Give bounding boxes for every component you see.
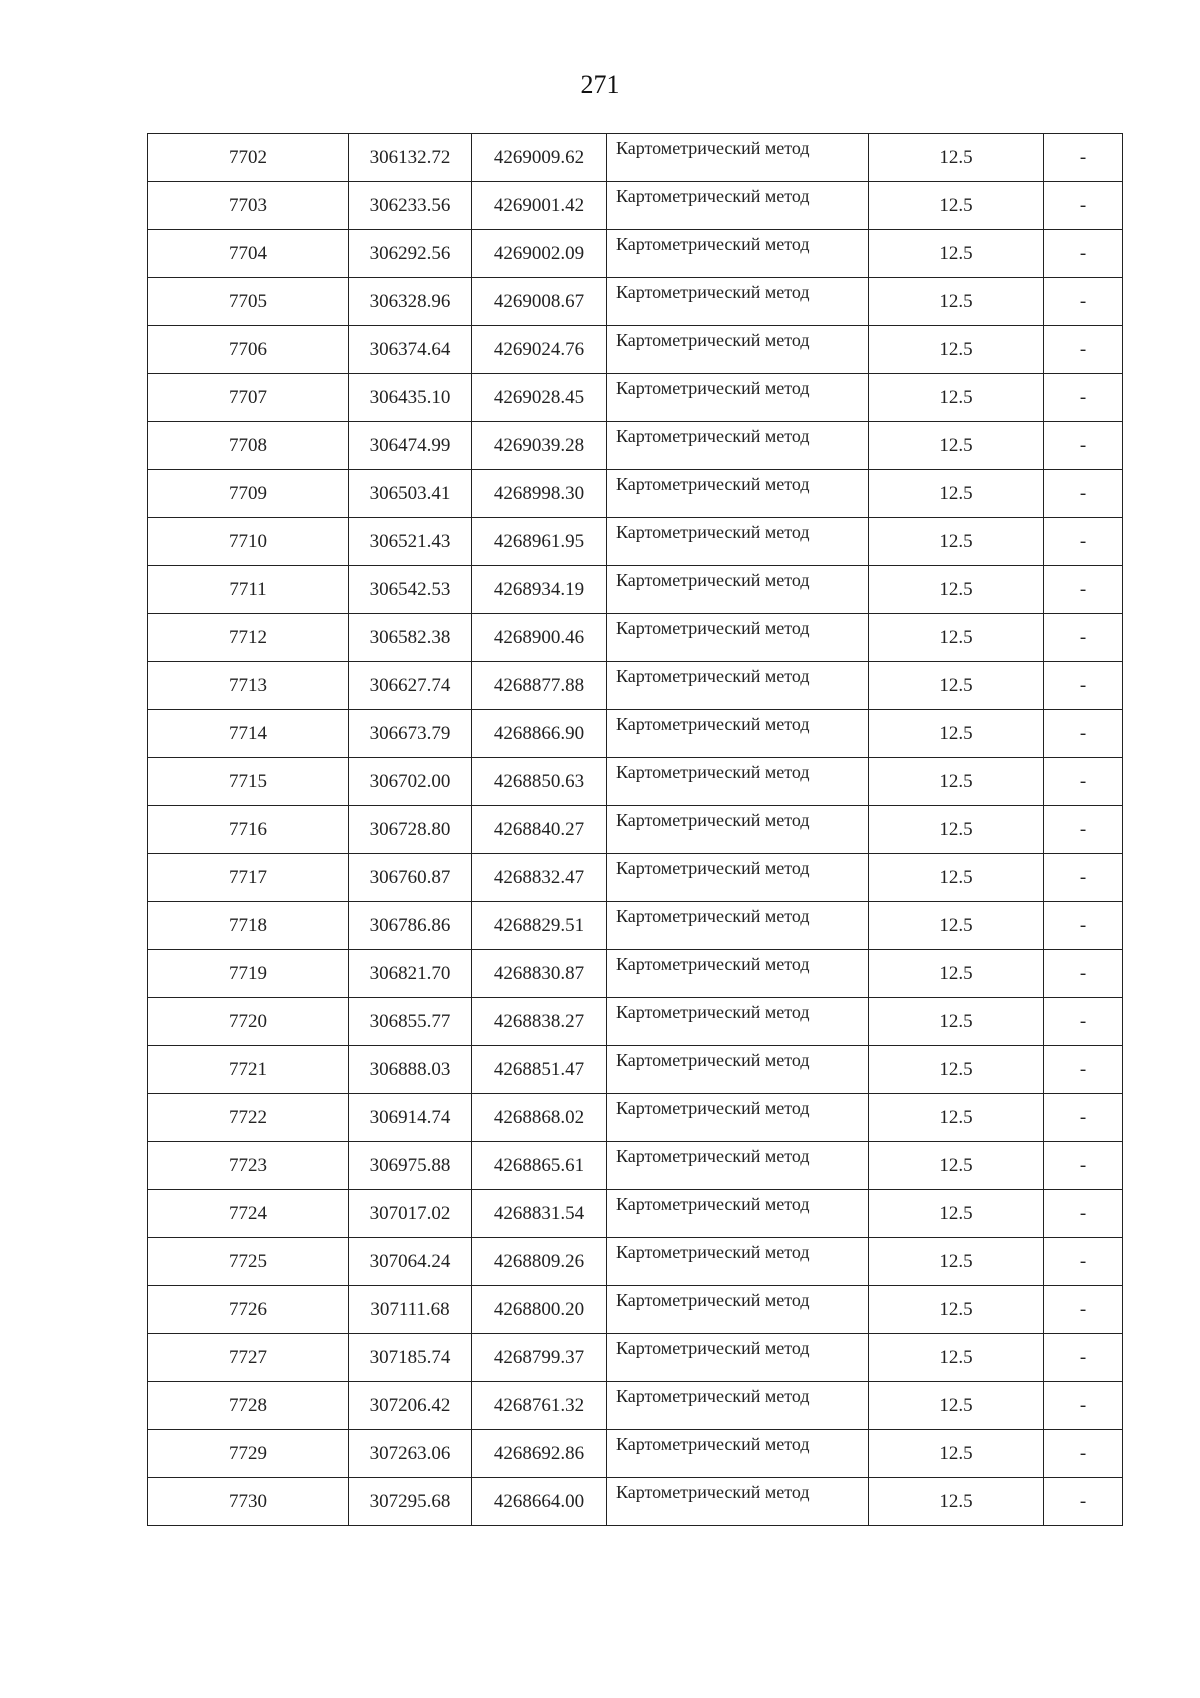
- method-cell: Картометрический метод: [607, 182, 869, 230]
- method-cell: Картометрический метод: [607, 614, 869, 662]
- accuracy-cell: 12.5: [869, 470, 1044, 518]
- method-cell: Картометрический метод: [607, 758, 869, 806]
- note-cell: -: [1044, 1334, 1123, 1382]
- accuracy-cell: 12.5: [869, 758, 1044, 806]
- table-row: [148, 1046, 1123, 1094]
- x-coordinate-cell: 307263.06: [349, 1430, 472, 1478]
- method-cell: Картометрический метод: [607, 806, 869, 854]
- accuracy-cell: 12.5: [869, 902, 1044, 950]
- x-coordinate-cell: 306233.56: [349, 182, 472, 230]
- method-cell: Картометрический метод: [607, 1190, 869, 1238]
- accuracy-cell: 12.5: [869, 422, 1044, 470]
- accuracy-cell: 12.5: [869, 1334, 1044, 1382]
- note-cell: -: [1044, 278, 1123, 326]
- accuracy-cell: 12.5: [869, 1286, 1044, 1334]
- y-coordinate-cell: 4268761.32: [472, 1382, 607, 1430]
- y-coordinate-cell: 4268829.51: [472, 902, 607, 950]
- method-cell: Картометрический метод: [607, 134, 869, 182]
- method-cell: Картометрический метод: [607, 1286, 869, 1334]
- point-number-cell: 7720: [148, 998, 349, 1046]
- accuracy-cell: 12.5: [869, 806, 1044, 854]
- note-cell: -: [1044, 806, 1123, 854]
- note-cell: -: [1044, 374, 1123, 422]
- method-cell: Картометрический метод: [607, 566, 869, 614]
- method-cell: Картометрический метод: [607, 518, 869, 566]
- y-coordinate-cell: 4268799.37: [472, 1334, 607, 1382]
- y-coordinate-cell: 4268809.26: [472, 1238, 607, 1286]
- method-cell: Картометрический метод: [607, 1142, 869, 1190]
- point-number-cell: 7726: [148, 1286, 349, 1334]
- y-coordinate-cell: 4268840.27: [472, 806, 607, 854]
- table-row: [148, 278, 1123, 326]
- table-row: [148, 758, 1123, 806]
- table-row: [148, 998, 1123, 1046]
- y-coordinate-cell: 4268850.63: [472, 758, 607, 806]
- point-number-cell: 7719: [148, 950, 349, 998]
- y-coordinate-cell: 4268664.00: [472, 1478, 607, 1526]
- accuracy-cell: 12.5: [869, 1094, 1044, 1142]
- table-row: [148, 710, 1123, 758]
- note-cell: -: [1044, 1142, 1123, 1190]
- method-cell: Картометрический метод: [607, 1094, 869, 1142]
- x-coordinate-cell: 307295.68: [349, 1478, 472, 1526]
- method-cell: Картометрический метод: [607, 326, 869, 374]
- point-number-cell: 7712: [148, 614, 349, 662]
- coordinates-table: [147, 133, 1123, 1526]
- accuracy-cell: 12.5: [869, 1190, 1044, 1238]
- accuracy-cell: 12.5: [869, 998, 1044, 1046]
- method-cell: Картометрический метод: [607, 1382, 869, 1430]
- accuracy-cell: 12.5: [869, 278, 1044, 326]
- note-cell: -: [1044, 950, 1123, 998]
- method-cell: Картометрический метод: [607, 422, 869, 470]
- table-row: [148, 1142, 1123, 1190]
- point-number-cell: 7730: [148, 1478, 349, 1526]
- method-cell: Картометрический метод: [607, 1046, 869, 1094]
- note-cell: -: [1044, 758, 1123, 806]
- point-number-cell: 7728: [148, 1382, 349, 1430]
- method-cell: Картометрический метод: [607, 470, 869, 518]
- point-number-cell: 7713: [148, 662, 349, 710]
- point-number-cell: 7721: [148, 1046, 349, 1094]
- x-coordinate-cell: 306582.38: [349, 614, 472, 662]
- y-coordinate-cell: 4268998.30: [472, 470, 607, 518]
- x-coordinate-cell: 306542.53: [349, 566, 472, 614]
- accuracy-cell: 12.5: [869, 1382, 1044, 1430]
- y-coordinate-cell: 4269028.45: [472, 374, 607, 422]
- y-coordinate-cell: 4268692.86: [472, 1430, 607, 1478]
- note-cell: -: [1044, 1286, 1123, 1334]
- table-row: [148, 1190, 1123, 1238]
- x-coordinate-cell: 306786.86: [349, 902, 472, 950]
- y-coordinate-cell: 4268838.27: [472, 998, 607, 1046]
- y-coordinate-cell: 4269002.09: [472, 230, 607, 278]
- x-coordinate-cell: 306888.03: [349, 1046, 472, 1094]
- method-cell: Картометрический метод: [607, 1238, 869, 1286]
- y-coordinate-cell: 4268877.88: [472, 662, 607, 710]
- x-coordinate-cell: 307111.68: [349, 1286, 472, 1334]
- point-number-cell: 7715: [148, 758, 349, 806]
- table-row: [148, 422, 1123, 470]
- x-coordinate-cell: 306435.10: [349, 374, 472, 422]
- x-coordinate-cell: 307064.24: [349, 1238, 472, 1286]
- note-cell: -: [1044, 1190, 1123, 1238]
- accuracy-cell: 12.5: [869, 1430, 1044, 1478]
- x-coordinate-cell: 306728.80: [349, 806, 472, 854]
- method-cell: Картометрический метод: [607, 854, 869, 902]
- y-coordinate-cell: 4268800.20: [472, 1286, 607, 1334]
- table-row: [148, 1382, 1123, 1430]
- y-coordinate-cell: 4268961.95: [472, 518, 607, 566]
- x-coordinate-cell: 306521.43: [349, 518, 472, 566]
- x-coordinate-cell: 307185.74: [349, 1334, 472, 1382]
- table-row: [148, 374, 1123, 422]
- point-number-cell: 7710: [148, 518, 349, 566]
- point-number-cell: 7705: [148, 278, 349, 326]
- y-coordinate-cell: 4268868.02: [472, 1094, 607, 1142]
- note-cell: -: [1044, 134, 1123, 182]
- y-coordinate-cell: 4269009.62: [472, 134, 607, 182]
- point-number-cell: 7723: [148, 1142, 349, 1190]
- y-coordinate-cell: 4269039.28: [472, 422, 607, 470]
- x-coordinate-cell: 306292.56: [349, 230, 472, 278]
- point-number-cell: 7703: [148, 182, 349, 230]
- note-cell: -: [1044, 182, 1123, 230]
- accuracy-cell: 12.5: [869, 950, 1044, 998]
- accuracy-cell: 12.5: [869, 326, 1044, 374]
- y-coordinate-cell: 4269008.67: [472, 278, 607, 326]
- x-coordinate-cell: 306627.74: [349, 662, 472, 710]
- page-number: 271: [580, 70, 620, 99]
- point-number-cell: 7724: [148, 1190, 349, 1238]
- accuracy-cell: 12.5: [869, 854, 1044, 902]
- y-coordinate-cell: 4268830.87: [472, 950, 607, 998]
- accuracy-cell: 12.5: [869, 1046, 1044, 1094]
- accuracy-cell: 12.5: [869, 134, 1044, 182]
- point-number-cell: 7714: [148, 710, 349, 758]
- note-cell: -: [1044, 854, 1123, 902]
- accuracy-cell: 12.5: [869, 566, 1044, 614]
- method-cell: Картометрический метод: [607, 662, 869, 710]
- table-row: [148, 518, 1123, 566]
- method-cell: Картометрический метод: [607, 374, 869, 422]
- accuracy-cell: 12.5: [869, 662, 1044, 710]
- table-row: [148, 662, 1123, 710]
- point-number-cell: 7729: [148, 1430, 349, 1478]
- note-cell: -: [1044, 1478, 1123, 1526]
- table-row: [148, 470, 1123, 518]
- point-number-cell: 7709: [148, 470, 349, 518]
- method-cell: Картометрический метод: [607, 950, 869, 998]
- y-coordinate-cell: 4268900.46: [472, 614, 607, 662]
- note-cell: -: [1044, 1046, 1123, 1094]
- method-cell: Картометрический метод: [607, 1478, 869, 1526]
- coordinates-table-body: [148, 134, 1123, 1526]
- method-cell: Картометрический метод: [607, 998, 869, 1046]
- x-coordinate-cell: 306821.70: [349, 950, 472, 998]
- note-cell: -: [1044, 422, 1123, 470]
- point-number-cell: 7707: [148, 374, 349, 422]
- x-coordinate-cell: 307017.02: [349, 1190, 472, 1238]
- method-cell: Картометрический метод: [607, 278, 869, 326]
- note-cell: -: [1044, 566, 1123, 614]
- y-coordinate-cell: 4268851.47: [472, 1046, 607, 1094]
- method-cell: Картометрический метод: [607, 1430, 869, 1478]
- table-row: [148, 230, 1123, 278]
- table-row: [148, 806, 1123, 854]
- method-cell: Картометрический метод: [607, 902, 869, 950]
- table-row: [148, 1238, 1123, 1286]
- y-coordinate-cell: 4268866.90: [472, 710, 607, 758]
- table-row: [148, 326, 1123, 374]
- table-row: [148, 1478, 1123, 1526]
- point-number-cell: 7706: [148, 326, 349, 374]
- point-number-cell: 7711: [148, 566, 349, 614]
- accuracy-cell: 12.5: [869, 614, 1044, 662]
- accuracy-cell: 12.5: [869, 1478, 1044, 1526]
- note-cell: -: [1044, 662, 1123, 710]
- point-number-cell: 7722: [148, 1094, 349, 1142]
- accuracy-cell: 12.5: [869, 1238, 1044, 1286]
- note-cell: -: [1044, 1094, 1123, 1142]
- accuracy-cell: 12.5: [869, 518, 1044, 566]
- x-coordinate-cell: 306914.74: [349, 1094, 472, 1142]
- note-cell: -: [1044, 326, 1123, 374]
- point-number-cell: 7718: [148, 902, 349, 950]
- table-row: [148, 950, 1123, 998]
- table-row: [148, 1286, 1123, 1334]
- table-row: [148, 566, 1123, 614]
- point-number-cell: 7716: [148, 806, 349, 854]
- x-coordinate-cell: 306132.72: [349, 134, 472, 182]
- point-number-cell: 7704: [148, 230, 349, 278]
- x-coordinate-cell: 306702.00: [349, 758, 472, 806]
- point-number-cell: 7708: [148, 422, 349, 470]
- y-coordinate-cell: 4268934.19: [472, 566, 607, 614]
- x-coordinate-cell: 306503.41: [349, 470, 472, 518]
- point-number-cell: 7717: [148, 854, 349, 902]
- table-row: [148, 1094, 1123, 1142]
- note-cell: -: [1044, 1430, 1123, 1478]
- x-coordinate-cell: 307206.42: [349, 1382, 472, 1430]
- x-coordinate-cell: 306855.77: [349, 998, 472, 1046]
- x-coordinate-cell: 306975.88: [349, 1142, 472, 1190]
- accuracy-cell: 12.5: [869, 182, 1044, 230]
- method-cell: Картометрический метод: [607, 1334, 869, 1382]
- table-row: [148, 614, 1123, 662]
- x-coordinate-cell: 306673.79: [349, 710, 472, 758]
- table-row: [148, 1430, 1123, 1478]
- x-coordinate-cell: 306328.96: [349, 278, 472, 326]
- table-row: [148, 1334, 1123, 1382]
- table-row: [148, 134, 1123, 182]
- note-cell: -: [1044, 902, 1123, 950]
- method-cell: Картометрический метод: [607, 230, 869, 278]
- y-coordinate-cell: 4268865.61: [472, 1142, 607, 1190]
- note-cell: -: [1044, 470, 1123, 518]
- method-cell: Картометрический метод: [607, 710, 869, 758]
- accuracy-cell: 12.5: [869, 1142, 1044, 1190]
- accuracy-cell: 12.5: [869, 374, 1044, 422]
- y-coordinate-cell: 4269024.76: [472, 326, 607, 374]
- note-cell: -: [1044, 998, 1123, 1046]
- note-cell: -: [1044, 614, 1123, 662]
- accuracy-cell: 12.5: [869, 710, 1044, 758]
- point-number-cell: 7727: [148, 1334, 349, 1382]
- accuracy-cell: 12.5: [869, 230, 1044, 278]
- note-cell: -: [1044, 1238, 1123, 1286]
- table-row: [148, 902, 1123, 950]
- point-number-cell: 7725: [148, 1238, 349, 1286]
- note-cell: -: [1044, 230, 1123, 278]
- note-cell: -: [1044, 518, 1123, 566]
- y-coordinate-cell: 4269001.42: [472, 182, 607, 230]
- table-row: [148, 182, 1123, 230]
- y-coordinate-cell: 4268831.54: [472, 1190, 607, 1238]
- table-row: [148, 854, 1123, 902]
- x-coordinate-cell: 306474.99: [349, 422, 472, 470]
- x-coordinate-cell: 306374.64: [349, 326, 472, 374]
- y-coordinate-cell: 4268832.47: [472, 854, 607, 902]
- note-cell: -: [1044, 1382, 1123, 1430]
- x-coordinate-cell: 306760.87: [349, 854, 472, 902]
- point-number-cell: 7702: [148, 134, 349, 182]
- note-cell: -: [1044, 710, 1123, 758]
